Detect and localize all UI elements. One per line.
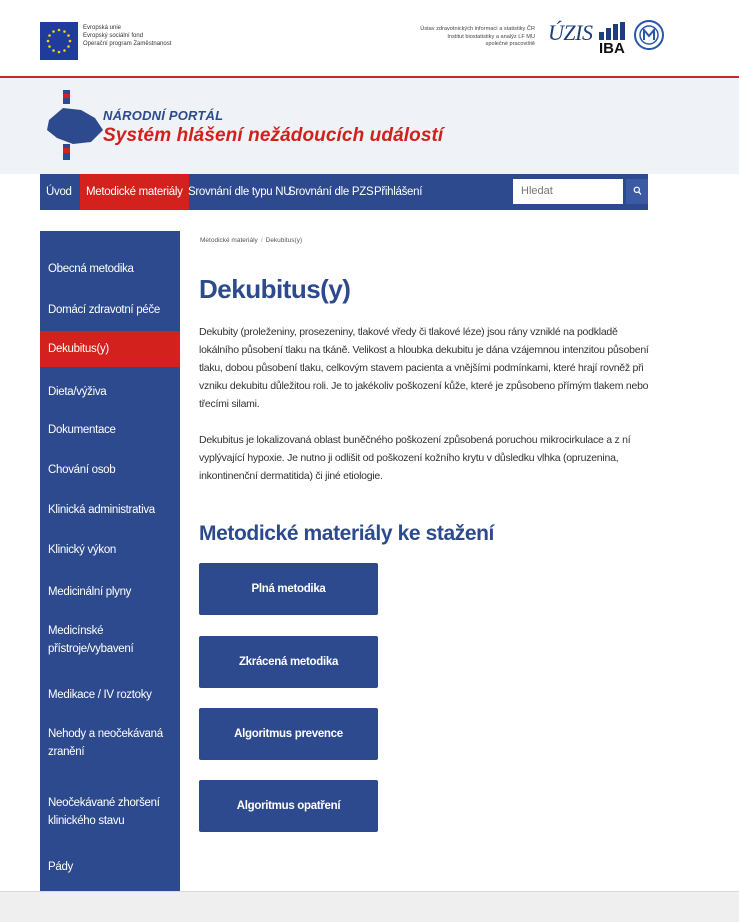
eu-funding-text: [83, 24, 171, 48]
sidebar-item-pady[interactable]: Pády: [48, 861, 74, 873]
sidebar-item-neocekavane-zhorseni[interactable]: Neočekávané zhoršení klinického stavu: [48, 797, 160, 827]
search-button[interactable]: [626, 179, 648, 204]
page-title: Dekubitus(y): [199, 274, 351, 304]
uzis-line: společné pracoviště: [485, 41, 535, 47]
uzis-line: Ústav zdravotnických informací a statistiky ČR: [420, 26, 535, 32]
bottom-bar: [0, 891, 739, 922]
iba-logo-text: IBA: [599, 40, 625, 57]
intro-paragraph: Dekubity (proleženiny, prosezeniny, tlakové vředy či tlakové léze) jsou rány vzniklé na podkladě lokálního působení tlaku na tkáně. Velikost a hloubka dekubitu je dána vzájemnou intenzitou působení tlaku, dobou působení tlaku, celkovým stavem pacienta a vnějšími podmínkami, které hrají rovněž při vzniku dekubitu důležitou roli. Je to jakékoliv poškození kůže, které je způsobeno přímým tlakem nebo třecími silami.: [199, 326, 649, 410]
top-header: [0, 0, 739, 76]
definition-paragraph: Dekubitus je lokalizovaná oblast buněčného poškození způsobená poruchou mikrocirkulace a z ní vyplývající hypoxie. Je nutno ji odlišit od poškození kožního krytu v důsledku vlhka (opruzenina, inkontinenční dermatitida) či jiné etiologie.: [199, 434, 631, 482]
sidebar-item-medicinske-pristroje[interactable]: Medicínské přístroje/vybavení: [48, 625, 134, 655]
breadcrumb-link[interactable]: Metodické materiály: [200, 237, 258, 244]
sidebar-item-klinicka-administrativa[interactable]: Klinická administrativa: [48, 504, 155, 516]
sidebar-item-dekubitus[interactable]: Dekubitus(y): [40, 331, 180, 367]
breadcrumb-current: Dekubitus(y): [265, 237, 303, 244]
nav-item-prihlaseni[interactable]: Přihlášení: [374, 186, 423, 198]
sidebar-item-dieta[interactable]: Dieta/výživa: [48, 386, 107, 398]
breadcrumb-separator: /: [260, 237, 263, 244]
iba-logo[interactable]: [597, 20, 631, 60]
masaryk-university-logo[interactable]: [634, 20, 664, 50]
sidebar-item-domaci-pece[interactable]: Domácí zdravotní péče: [48, 304, 160, 316]
download-full-methodology-button[interactable]: Plná metodika: [199, 563, 378, 615]
download-short-methodology-button[interactable]: Zkrácená metodika: [199, 636, 378, 688]
sidebar-item-dokumentace[interactable]: Dokumentace: [48, 424, 116, 436]
nav-item-srovnani-pzs[interactable]: Srovnání dle PZS: [288, 186, 374, 198]
downloads-section-title: Metodické materiály ke stažení: [199, 522, 494, 545]
portal-banner: [0, 76, 739, 174]
eu-line: Operační program Zaměstnanost: [83, 41, 172, 47]
sidebar: [40, 231, 180, 891]
portal-subtitle: Systém hlášení nežádoucích událostí: [103, 125, 444, 146]
sidebar-item-klinicky-vykon[interactable]: Klinický výkon: [48, 544, 117, 556]
uzis-logo[interactable]: ÚZIS: [548, 20, 593, 45]
eu-line: Evropský sociální fond: [83, 33, 144, 39]
sidebar-item-obecna-metodika[interactable]: Obecná metodika: [48, 263, 134, 275]
download-prevention-algorithm-button[interactable]: Algoritmus prevence: [199, 708, 378, 760]
uzis-line: Institut biostatistiky a analýz LF MU: [447, 33, 535, 40]
sidebar-item-medicinalni-plyny[interactable]: Medicinální plyny: [48, 586, 132, 598]
uzis-institute-text: [384, 26, 535, 49]
download-measures-algorithm-button[interactable]: Algoritmus opatření: [199, 780, 378, 832]
search-icon: [633, 186, 642, 196]
eu-flag-logo: [40, 22, 78, 60]
nav-item-metodicke-materialy[interactable]: Metodické materiály: [80, 174, 189, 210]
breadcrumb: [200, 237, 302, 244]
nav-item-srovnani-typ[interactable]: Srovnání dle typu NU: [188, 186, 292, 198]
nav-item-uvod[interactable]: Úvod: [46, 186, 72, 198]
sidebar-item-nehody[interactable]: Nehody a neočekávaná zranění: [48, 728, 163, 758]
eu-line: Evropská unie: [83, 25, 122, 31]
portal-title: NÁRODNÍ PORTÁL: [103, 108, 224, 123]
search-input[interactable]: [513, 179, 623, 204]
sidebar-item-chovani-osob[interactable]: Chování osob: [48, 464, 116, 476]
sidebar-item-medikace[interactable]: Medikace / IV roztoky: [48, 689, 152, 701]
czech-map-logo: [43, 90, 109, 160]
